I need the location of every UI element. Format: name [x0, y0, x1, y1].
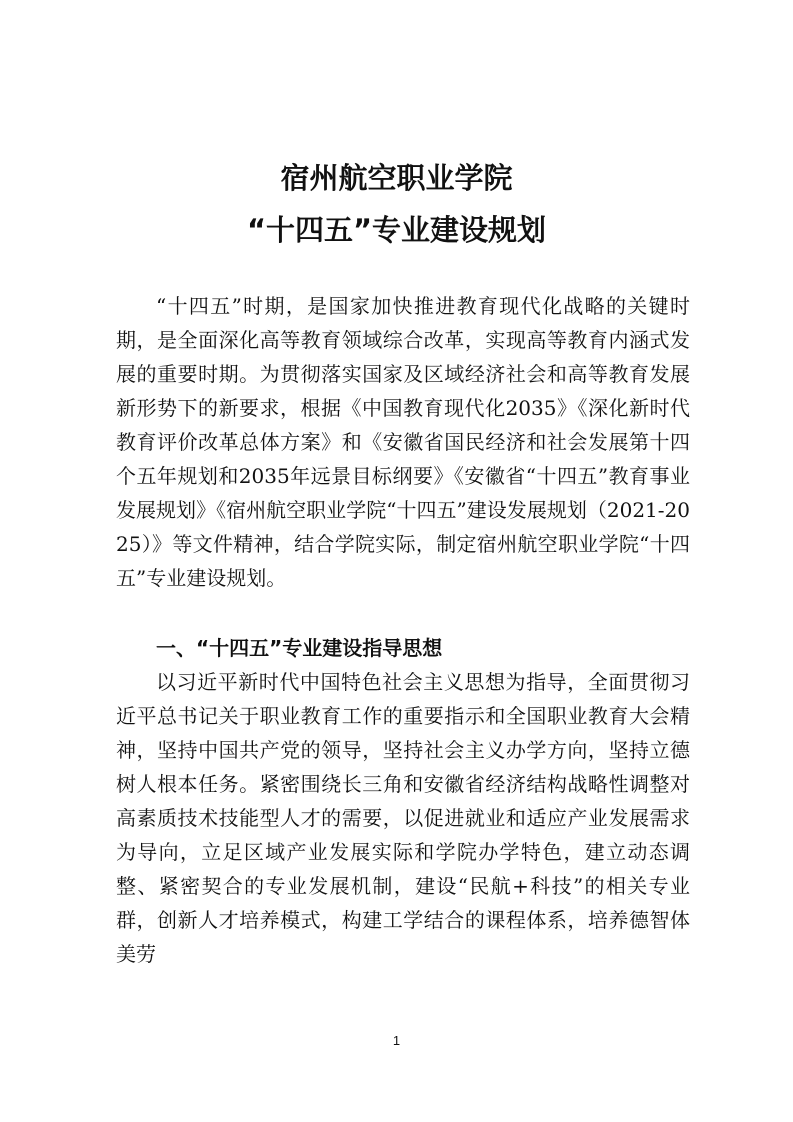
- document-subtitle: “十四五”专业建设规划: [246, 213, 547, 247]
- section-heading-guiding-ideology: 一、“十四五”专业建设指导思想: [156, 636, 443, 660]
- page-number: 1: [392, 1033, 401, 1048]
- intro-paragraph: “十四五”时期，是国家加快推进教育现代化战略的关键时期，是全面深化高等教育领域综合改革，实现高等教育内涵式发展的重要时期。为贯彻落实国家及区域经济社会和高等教育发展新形势下的新要求，根据《中国教育现代化2035》《深化新时代教育评价改革总体方案》和《安徽省国民经济和社会发展第十四个五年规划和2035年远景目标纲要》《安徽省“十四五”教育事业发展规划》《宿州航空职业学院“十四五”建设发展规划（2021-2025）》等文件精神，结合学院实际，制定宿州航空职业学院“十四五”专业建设规划。: [116, 294, 690, 590]
- guiding-ideology-paragraph: 以习近平新时代中国特色社会主义思想为指导，全面贯彻习近平总书记关于职业教育工作的重要指示和全国职业教育大会精神，坚持中国共产党的领导，坚持社会主义办学方向，坚持立德树人根本任务。紧密围绕长三角和安徽省经济结构战略性调整对高素质技术技能型人才的需要，以促进就业和适应产业发展需求为导向，立足区域产业发展实际和学院办学特色，建立动态调整、紧密契合的专业发展机制，建设“民航+科技”的相关专业群，创新人才培养模式，构建工学结合的课程体系，培养德智体美劳: [116, 670, 690, 966]
- document-title: 宿州航空职业学院: [280, 161, 513, 195]
